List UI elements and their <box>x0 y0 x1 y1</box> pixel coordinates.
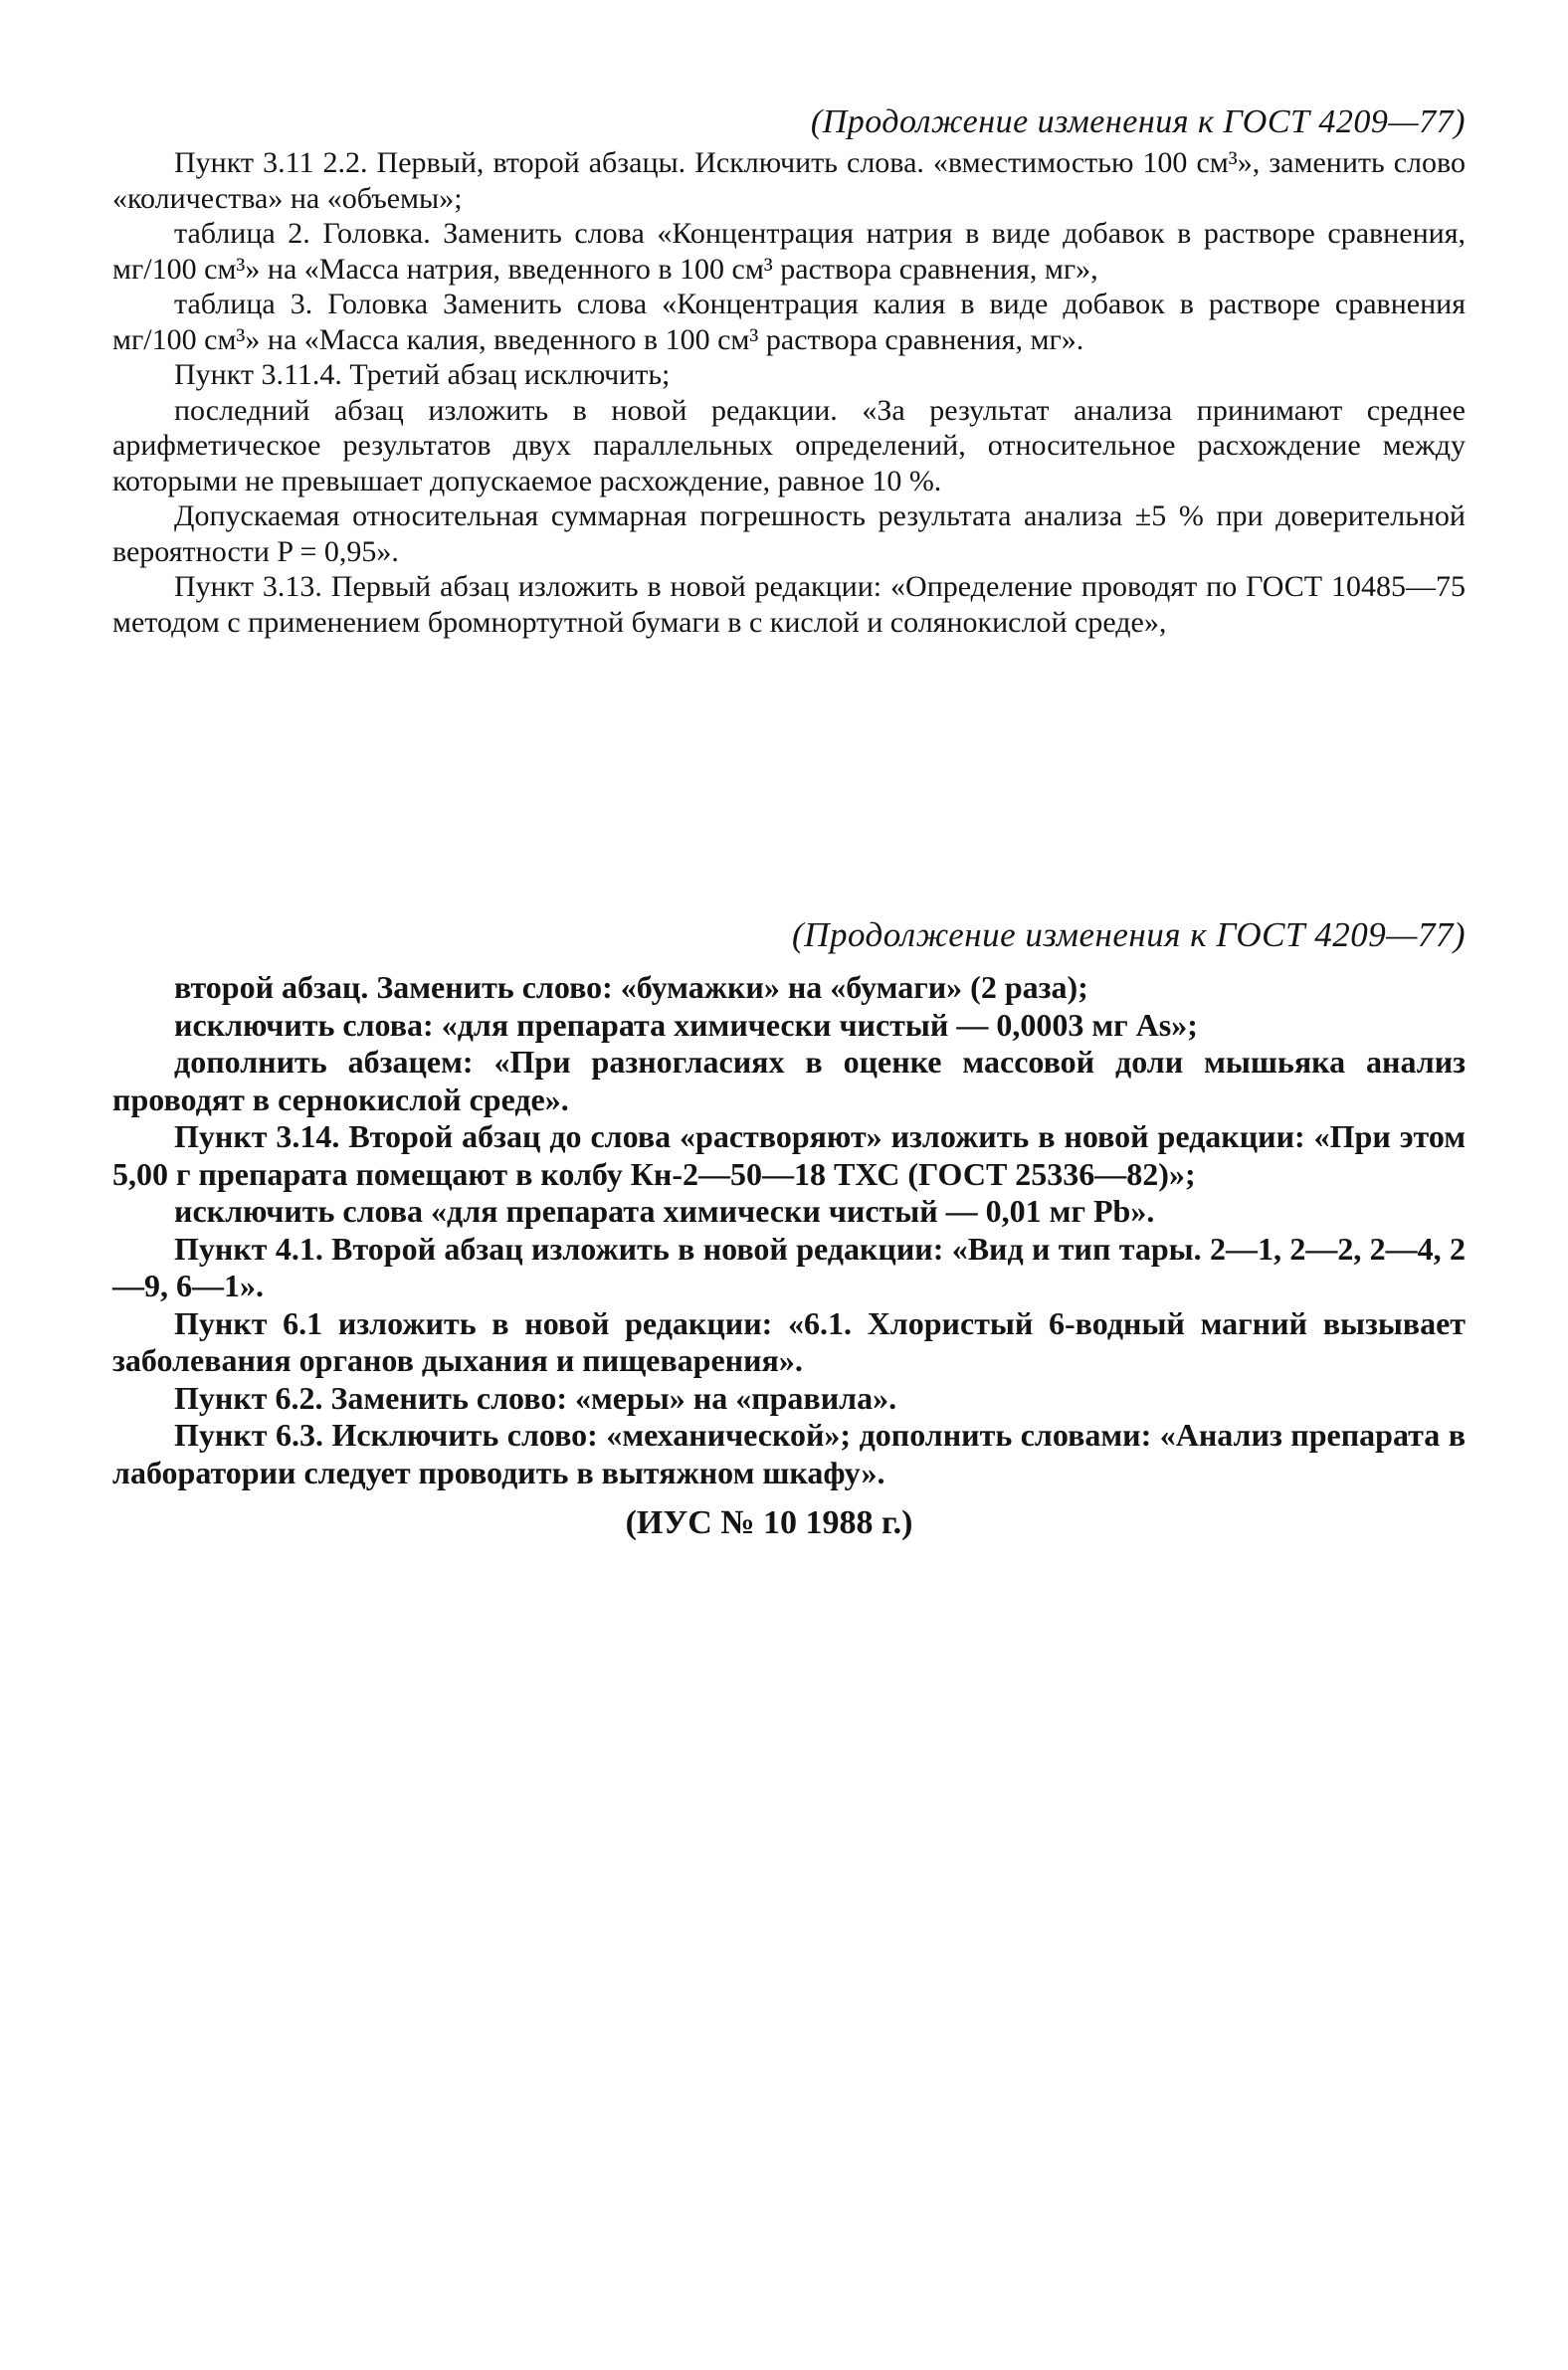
section-header: (Продолжение изменения к ГОСТ 4209—77) <box>810 103 1466 140</box>
paragraph: Пункт 3.13. Первый абзац изложить в новой редакции: «Определение проводят по ГОСТ 10485—75 методом с применением бромнортутной бумаги в с кислой и солянокислой среде», <box>112 570 1466 639</box>
paragraph: таблица 3. Головка Заменить слова «Концентрация калия в виде добавок в растворе сравнения мг/100 см³» на «Масса калия, введенного в 100 см³ раствора сравнения, мг». <box>112 288 1466 356</box>
paragraph: Пункт 3.14. Второй абзац до слова «растворяют» изложить в новой редакции: «При этом 5,00 г препарата помещают в колбу Кн-2—50—18 ТХС (ГОСТ 25336—82)»; <box>112 1118 1466 1192</box>
amendment-section-2 <box>112 913 1466 1545</box>
amendment-section-1 <box>112 101 1466 640</box>
paragraph: дополнить абзацем: «При разногласиях в оценке массовой доли мышьяка анализ проводят в сернокислой среде». <box>112 1044 1466 1117</box>
paragraph: таблица 2. Головка. Заменить слова «Концентрация натрия в виде добавок в растворе сравнения, мг/100 см³» на «Масса натрия, введенного в 100 см³ раствора сравнения, мг», <box>112 217 1466 286</box>
paragraph: исключить слова «для препарата химически чистый — 0,01 мг Pb». <box>174 1193 1155 1229</box>
paragraph: последний абзац изложить в новой редакции. «За результат анализа принимают среднее арифметическое результатов двух параллельных определений, относительное расхождение между которыми не превышает допускаемое расхождение, равное 10 %. <box>112 393 1466 497</box>
publication-reference: (ИУС № 10 1988 г.) <box>625 1504 913 1541</box>
paragraph: Пункт 6.1 изложить в новой редакции: «6.1. Хлористый 6-водный магний вызывает заболевания органов дыхания и пищеварения». <box>112 1304 1466 1378</box>
section-header: (Продолжение изменения к ГОСТ 4209—77) <box>792 915 1466 954</box>
paragraph: Пункт 4.1. Второй абзац изложить в новой редакции: «Вид и тип тары. 2—1, 2—2, 2—4, 2—9, 6—1». <box>112 1230 1466 1303</box>
paragraph: исключить слова: «для препарата химически чистый — 0,0003 мг As»; <box>174 1006 1198 1043</box>
paragraph: Пункт 6.2. Заменить слово: «меры» на «правила». <box>174 1379 897 1416</box>
paragraph: Допускаемая относительная суммарная погрешность результата анализа ±5 % при доверительной вероятности P = 0,95». <box>112 499 1466 568</box>
paragraph: Пункт 3.11 2.2. Первый, второй абзацы. Исключить слова. «вместимостью 100 см³», заменить слово «количества» на «объемы»; <box>112 146 1466 215</box>
paragraph: Пункт 6.3. Исключить слово: «механической»; дополнить словами: «Анализ препарата в лаборатории следует проводить в вытяжном шкафу». <box>112 1417 1466 1490</box>
paragraph: Пункт 3.11.4. Третий абзац исключить; <box>174 358 671 391</box>
paragraph: второй абзац. Заменить слово: «бумажки» на «бумаги» (2 раза); <box>174 969 1088 1005</box>
